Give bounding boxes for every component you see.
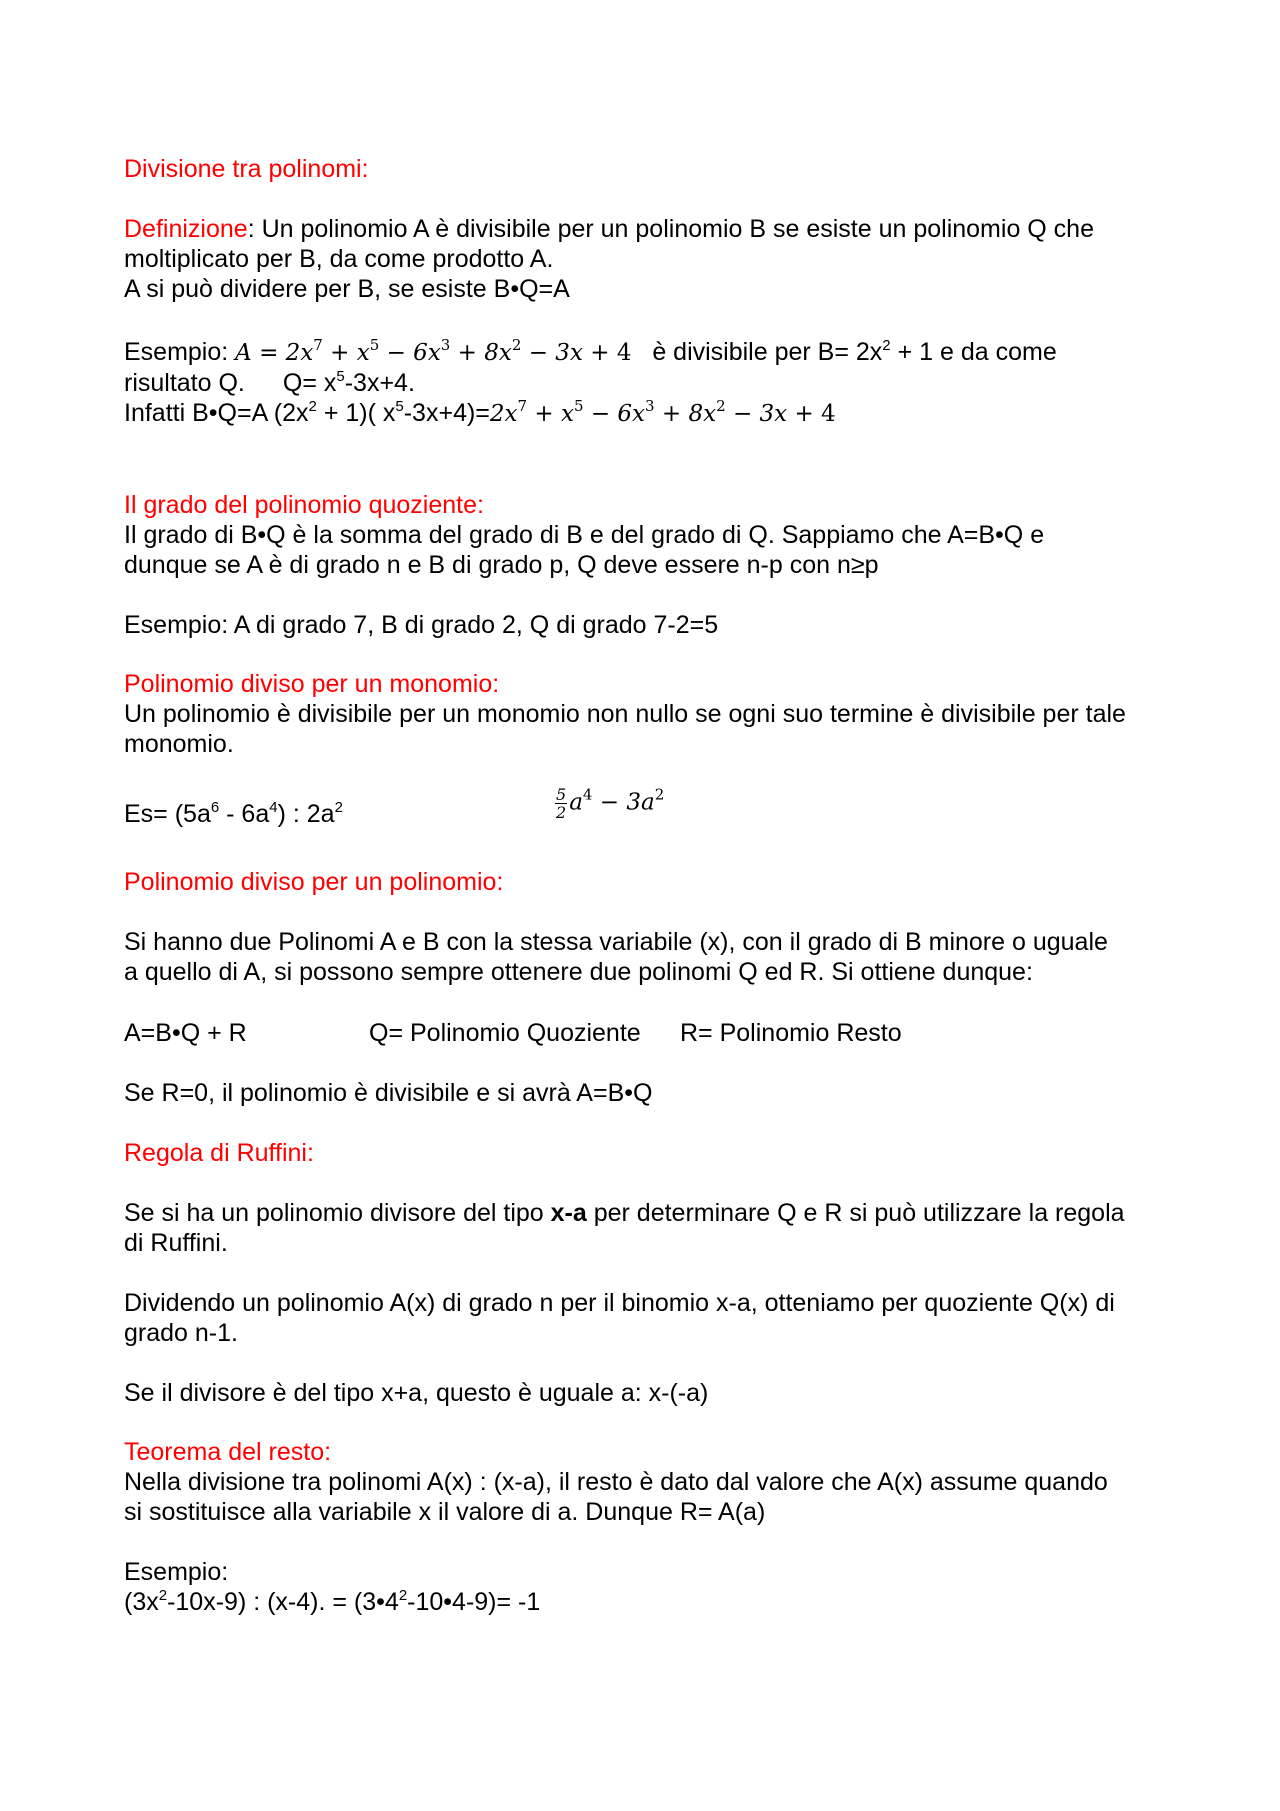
example-1-mid-tail: + 1 e da come [890,338,1057,366]
section-heading-polinomio: Polinomio diviso per un polinomio: [124,868,504,896]
ruffini-p1-line-2: di Ruffini. [124,1229,228,1257]
ruffini-p2-line-2: grado n-1. [124,1319,238,1347]
section-heading-ruffini: Regola di Ruffini: [124,1139,314,1167]
exponent: 2 [308,398,317,415]
quotient-formula-tail: -3x+4. [344,369,415,397]
polynomial-a-formula: $A = 2x^7 + x^5 - 6x^3 + 8x^2 - 3x + 4$ [235,336,632,366]
exponent: 5 [336,368,345,385]
example-1-line-3 [124,398,1184,429]
definition-text-1: : Un polinomio A è divisibile per un polinomio B se esiste un polinomio Q che [247,215,1094,243]
resto-example-label: Esempio: [124,1558,229,1586]
fraction-denominator: 2 [556,803,567,822]
example-1-label: Esempio: [124,338,236,366]
resto-paragraph [124,1467,1184,1527]
resto-formula-text: (3x [124,1588,159,1616]
remainder-definition: R= Polinomio Resto [680,1019,902,1047]
ruffini-text: Se si ha un polinomio divisore del tipo [124,1199,551,1227]
ruffini-paragraph-3: Se il divisore è del tipo x+a, questo è uguale a: x-(-a) [124,1379,709,1407]
resto-formula-text: -10x-9) : (x-4). = (3•4 [167,1588,399,1616]
resto-line-2: si sostituisce alla variabile x il valore di a. Dunque R= A(a) [124,1498,766,1526]
monomio-example-text: Es= (5a [124,800,211,828]
page-title: Divisione tra polinomi: [124,155,369,183]
ruffini-paragraph-1 [124,1198,1184,1258]
monomio-example-text: ) : 2a [277,800,335,828]
verification-result-formula: $2x^7 + x^5 - 6x^3 + 8x^2 - 3x + 4$ [489,397,836,427]
section-heading-grado: Il grado del polinomio quoziente: [124,491,484,519]
fraction-numerator: 5 [556,785,567,804]
grado-line-1: Il grado di B•Q è la somma del grado di B e del grado di Q. Sappiamo che A=B•Q e [124,521,1045,549]
grado-example: Esempio: A di grado 7, B di grado 2, Q di grado 7-2=5 [124,611,719,639]
monomio-example-text: - 6a [219,800,270,828]
grado-paragraph [124,520,1184,580]
exponent: 2 [334,799,343,816]
exponent: 2 [398,1587,408,1604]
example-1-line-2 [124,368,1184,398]
polinomio-paragraph [124,927,1184,987]
resto-example-formula [124,1587,1184,1617]
definition-line-2: moltiplicato per B, da come prodotto A. [124,245,554,273]
remainder-zero-note: Se R=0, il polinomio è divisibile e si avrà A=B•Q [124,1079,653,1107]
section-heading-resto: Teorema del resto: [124,1438,332,1466]
polinomio-line-2: a quello di A, si possono sempre ottenere due polinomi Q ed R. Si ottiene dunque: [124,958,1033,986]
resto-line-1: Nella divisione tra polinomi A(x) : (x-a), il resto è dato dal valore che A(x) assume quando [124,1468,1108,1496]
monomio-line-1: Un polinomio è divisibile per un monomio non nullo se ogni suo termine è divisibile per tale [124,700,1126,728]
section-heading-monomio: Polinomio diviso per un monomio: [124,670,500,698]
example-1-result-label: risultato Q. [124,369,245,397]
monomio-result-formula: $\frac{5}{2}$ $a^4 - 3a^2$ [556,785,665,822]
ruffini-p1-line-1 [124,1198,1184,1228]
verification-text: Infatti B•Q=A (2x [124,399,309,427]
verification-text: -3x+4)= [403,399,490,427]
definition-line-1 [124,214,1184,244]
definition-line-3: A si può dividere per B, se esiste B•Q=A [124,275,570,303]
monomio-paragraph [124,699,1184,759]
definition-paragraph [124,214,1184,304]
example-1 [124,337,1184,429]
resto-example [124,1557,1184,1617]
ruffini-p2-line-1: Dividendo un polinomio A(x) di grado n per il binomio x-a, otteniamo per quoziente Q(x) di [124,1289,1115,1317]
example-1-mid-text: è divisibile per B= 2x [652,338,883,366]
exponent: 4 [269,799,278,816]
polinomio-line-1: Si hanno due Polinomi A e B con la stessa variabile (x), con il grado di B minore o uguale [124,928,1108,956]
exponent: 2 [158,1587,168,1604]
ruffini-text: per determinare Q e R si può utilizzare la regola [586,1199,1125,1227]
ruffini-paragraph-2 [124,1288,1184,1348]
example-1-line-1 [124,337,1184,368]
quotient-formula: Q= x [282,369,337,397]
resto-formula-text: -10•4-9)= -1 [407,1588,541,1616]
ruffini-divisor-bold: x-a [550,1199,587,1227]
monomio-line-2: monomio. [124,730,234,758]
definition-label: Definizione [124,215,248,243]
division-formula: A=B•Q + R [124,1019,247,1047]
exponent: 5 [395,398,404,415]
exponent: 2 [882,337,891,354]
verification-text: + 1)( x [316,399,396,427]
grado-line-2: dunque se A è di grado n e B di grado p, Q deve essere n-p con n≥p [124,551,879,579]
exponent: 6 [210,799,220,816]
quotient-definition: Q= Polinomio Quoziente [369,1019,641,1047]
